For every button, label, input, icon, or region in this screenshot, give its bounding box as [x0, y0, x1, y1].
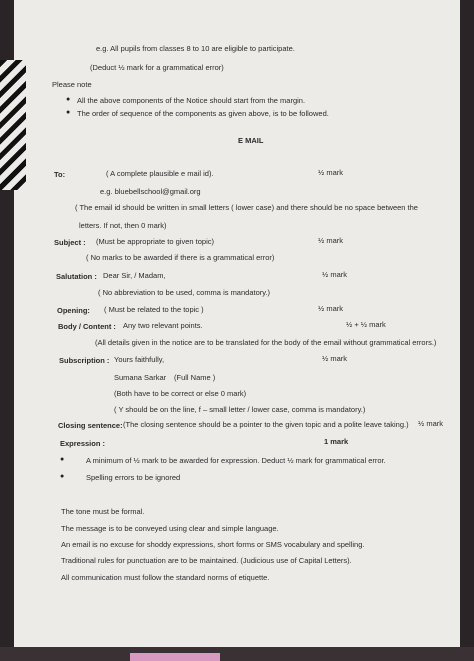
body-mark: ½ + ½ mark — [346, 320, 386, 329]
subject-mark: ½ mark — [318, 236, 344, 245]
subject-text: (Must be appropriate to given topic) — [96, 237, 214, 246]
rule-1: The tone must be formal. — [61, 507, 145, 516]
rule-4: Traditional rules for punctuation are to be maintained. (Judicious use of Capital Letters). — [61, 556, 352, 565]
body-text: Any two relevant points. — [123, 321, 203, 330]
expression-label: Expression : — [60, 439, 106, 448]
rule-5: All communication must follow the standard norms of etiquette. — [61, 573, 270, 582]
deduct-note: (Deduct ½ mark for a grammatical error) — [90, 63, 224, 72]
please-note: Please note — [52, 80, 92, 89]
note-bullet-1: All the above components of the Notice should start from the margin. — [77, 96, 306, 105]
to-mark: ½ mark — [318, 168, 344, 177]
salutation-note: ( No abbreviation to be used, comma is mandatory.) — [98, 288, 271, 297]
opening-label: Opening: — [57, 306, 90, 315]
to-text: ( A complete plausible e mail id). — [106, 169, 214, 178]
subscription-label: Subscription : — [59, 356, 110, 365]
expression-mark: 1 mark — [324, 437, 349, 446]
closing-label: Closing sentence: — [58, 421, 123, 430]
closing-mark: ½ mark — [418, 419, 444, 428]
subscription-text: Yours faithfully, — [114, 355, 165, 364]
note-bullet-2: The order of sequence of the components as given above, is to be followed. — [77, 109, 329, 118]
rule-2: The message is to be conveyed using clear and simple language. — [61, 524, 279, 533]
expression-bullet-1: A minimum of ½ mark to be awarded for expression. Deduct ½ mark for grammatical error. — [86, 456, 386, 465]
page-edge-stripes — [0, 60, 26, 190]
pink-object — [130, 653, 220, 661]
subject-label: Subject : — [54, 238, 86, 247]
expression-bullet-2: Spelling errors to be ignored — [86, 473, 181, 482]
signature-note-2: ( Y should be on the line, f – small letter / lower case, comma is mandatory.) — [114, 405, 366, 414]
subscription-mark: ½ mark — [322, 354, 348, 363]
example-email: e.g. bluebellschool@gmail.org — [100, 187, 201, 196]
signature-note: (Both have to be correct or else 0 mark) — [114, 389, 247, 398]
salutation-text: Dear Sir, / Madam, — [103, 271, 166, 280]
background-surface — [0, 647, 474, 661]
bullet-icon: ● — [60, 456, 65, 463]
bullet-icon: ● — [66, 96, 71, 103]
signature-name: Sumana Sarkar — [114, 373, 167, 382]
body-note: (All details given in the notice are to be translated for the body of the email without grammatical errors.) — [95, 338, 437, 347]
salutation-label: Salutation : — [56, 272, 97, 281]
opening-text: ( Must be related to the topic ) — [104, 305, 204, 314]
body-label: Body / Content : — [58, 322, 116, 331]
to-label: To: — [54, 170, 66, 179]
bullet-icon: ● — [60, 473, 65, 480]
opening-mark: ½ mark — [318, 304, 344, 313]
signature-full-name: (Full Name ) — [174, 373, 216, 382]
rule-3: An email is no excuse for shoddy expressions, short forms or SMS vocabulary and spelling. — [61, 540, 365, 549]
subject-note: ( No marks to be awarded if there is a grammatical error) — [86, 253, 275, 262]
email-id-note: ( The email id should be written in small letters ( lower case) and there should be no space between the — [75, 203, 418, 212]
email-id-note-cont: letters. If not, then 0 mark) — [79, 221, 167, 230]
example-pupils: e.g. All pupils from classes 8 to 10 are eligible to participate. — [96, 44, 295, 53]
email-heading: E MAIL — [238, 136, 264, 145]
closing-text: (The closing sentence should be a pointer to the given topic and a polite leave taking.) — [123, 420, 409, 429]
salutation-mark: ½ mark — [322, 270, 348, 279]
bullet-icon: ● — [66, 109, 71, 116]
